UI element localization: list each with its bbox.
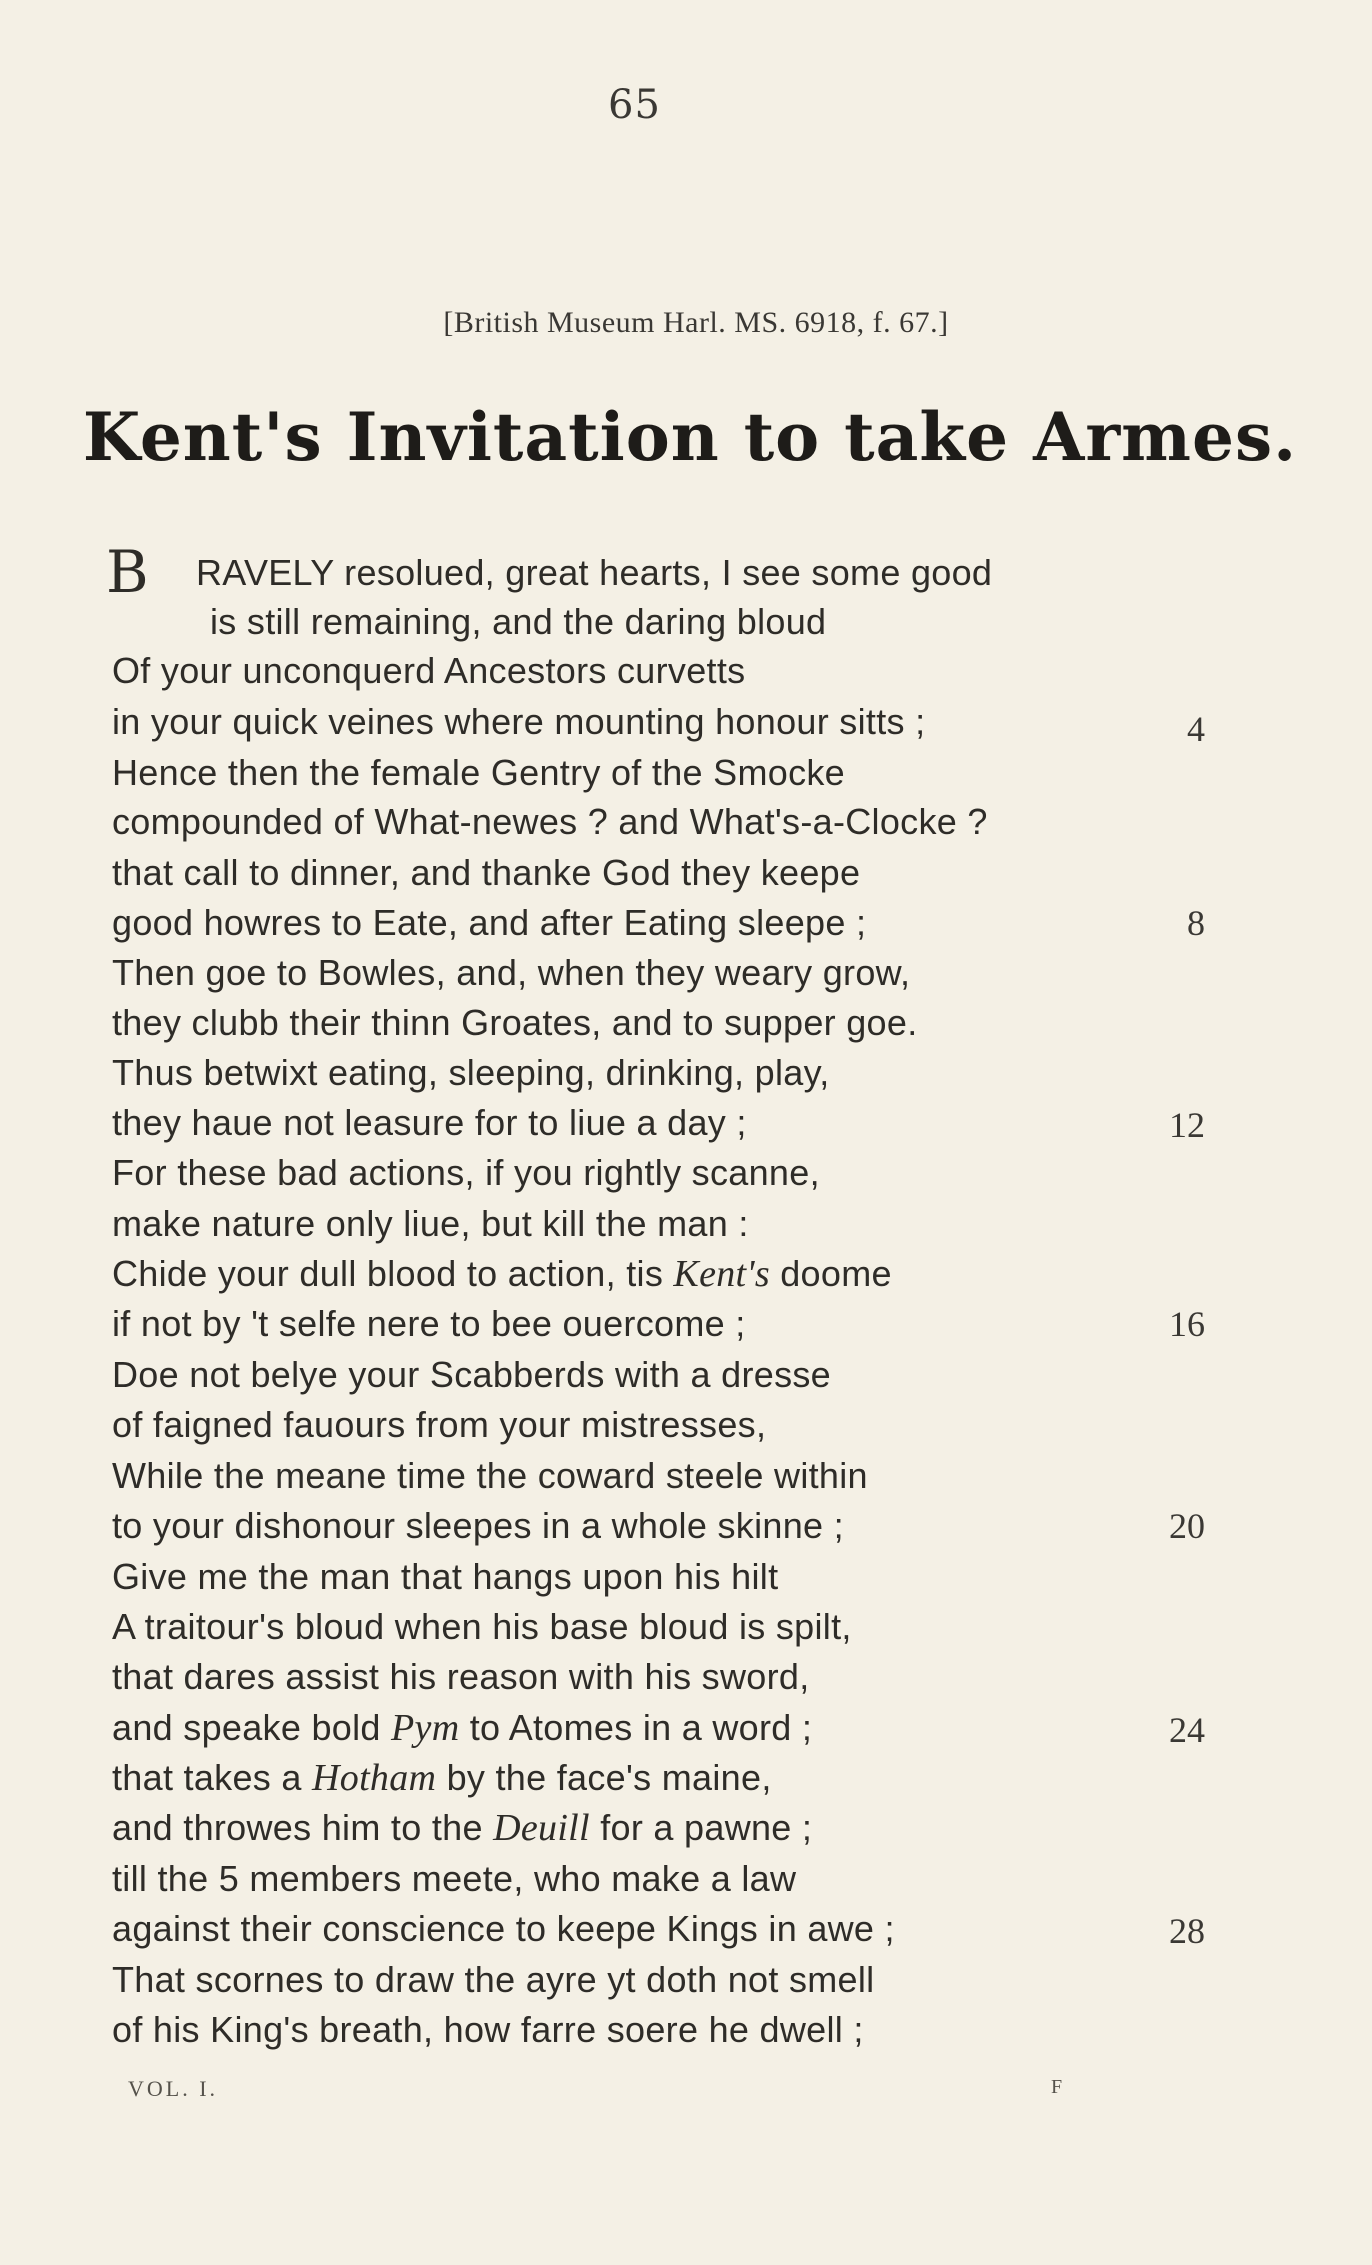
poem-line: A traitour's bloud when his base bloud is spilt, [112, 1606, 852, 1647]
italic-name: Deuill [493, 1807, 590, 1849]
poem-line: RAVELY resolued, great hearts, I see some good [196, 552, 993, 593]
poem-line: compounded of What-newes ? and What's-a-Clocke ? [112, 801, 988, 842]
line-number: 28 [1169, 1911, 1205, 1951]
line-number: 12 [1169, 1105, 1205, 1145]
italic-name: Kent's [673, 1253, 770, 1295]
poem-line: till the 5 members meete, who make a law [112, 1858, 797, 1899]
italic-name: Pym [391, 1707, 460, 1749]
poem-line: That scornes to draw the ayre yt doth not smell [112, 1959, 875, 2000]
poem-line: is still remaining, and the daring bloud [210, 601, 827, 642]
poem-line: good howres to Eate, and after Eating sleepe ; [112, 902, 867, 943]
poem-line: make nature only liue, but kill the man : [112, 1203, 749, 1244]
poem-line: Thus betwixt eating, sleeping, drinking, play, [112, 1052, 830, 1093]
poem-line: if not by 't selfe nere to bee ouercome ; [112, 1303, 746, 1344]
line-number: 8 [1187, 903, 1205, 943]
poem-line: against their conscience to keepe Kings in awe ; [112, 1908, 895, 1949]
source-note: [British Museum Harl. MS. 6918, f. 67.] [443, 306, 949, 339]
poem-line: in your quick veines where mounting honour sitts ; [112, 701, 926, 742]
drop-cap: B [106, 538, 149, 606]
poem-line: and speake bold Pym to Atomes in a word ; [112, 1707, 813, 1749]
poem-line: of his King's breath, how farre soere he dwell ; [112, 2009, 864, 2050]
poem-line: Hence then the female Gentry of the Smocke [112, 752, 845, 793]
page-number: 65 [608, 82, 661, 128]
gathering-signature: F [1051, 2076, 1063, 2098]
poem-line: they clubb their thinn Groates, and to supper goe. [112, 1002, 918, 1043]
poem-line: Then goe to Bowles, and, when they weary grow, [112, 952, 911, 993]
poem-line: and throwes him to the Deuill for a pawne ; [112, 1807, 813, 1849]
poem-title: Kent's Invitation to take Armes. [82, 398, 1298, 476]
poem-line: they haue not leasure for to liue a day ; [112, 1102, 747, 1143]
poem-line: that call to dinner, and thanke God they keepe [112, 852, 861, 893]
poem-line: For these bad actions, if you rightly scanne, [112, 1152, 820, 1193]
poem-line: that dares assist his reason with his sword, [112, 1656, 810, 1697]
line-number: 20 [1169, 1506, 1205, 1546]
line-number: 24 [1169, 1710, 1205, 1750]
poem-line: While the meane time the coward steele within [112, 1455, 868, 1496]
poem-line: of faigned fauours from your mistresses, [112, 1404, 767, 1445]
line-number: 16 [1169, 1304, 1205, 1344]
italic-name: Hotham [312, 1757, 437, 1799]
poem-line: Chide your dull blood to action, tis Kent's doome [112, 1253, 892, 1295]
poem-line: that takes a Hotham by the face's maine, [112, 1757, 772, 1799]
poem-line: Doe not belye your Scabberds with a dresse [112, 1354, 831, 1395]
poem-line: Of your unconquerd Ancestors curvetts [112, 650, 746, 691]
poem-line: Give me the man that hangs upon his hilt [112, 1556, 779, 1597]
volume-signature: VOL. I. [128, 2076, 219, 2101]
poem-line: to your dishonour sleepes in a whole skinne ; [112, 1505, 844, 1546]
line-number: 4 [1187, 709, 1205, 749]
